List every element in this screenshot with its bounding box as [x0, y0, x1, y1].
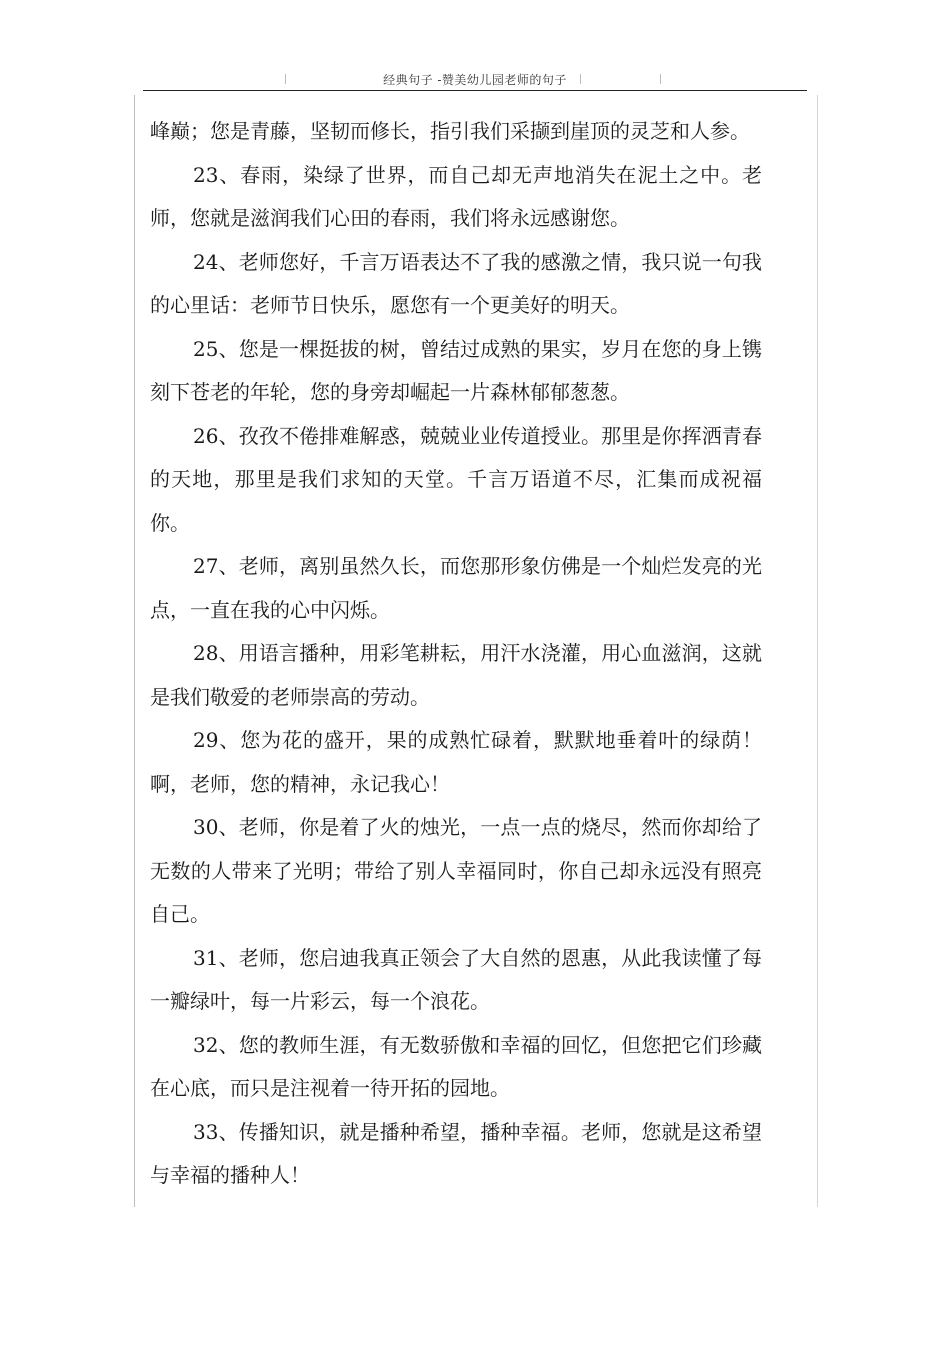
header-title: 经典句子 -赞美幼儿园老师的句子	[383, 73, 567, 87]
paragraph: 31、老师，您启迪我真正领会了大自然的恩惠，从此我读懂了每一瓣绿叶，每一片彩云，每一个浪花。	[150, 945, 762, 1013]
paragraph: 32、您的教师生涯，有无数骄傲和幸福的回忆，但您把它们珍藏在心底，而只是注视着一待开拓的园地。	[150, 1032, 762, 1100]
paragraph: 25、您是一棵挺拔的树，曾结过成熟的果实，岁月在您的身上镌刻下苍老的年轮，您的身旁却崛起一片森林郁郁葱葱。	[150, 336, 762, 404]
paragraph: 峰巅；您是青藤，坚韧而修长，指引我们采撷到崖顶的灵芝和人参。	[150, 119, 750, 143]
document-body	[150, 110, 762, 1198]
paragraph: 28、用语言播种，用彩笔耕耘，用汗水浇灌，用心血滋润，这就是我们敬爱的老师崇高的劳动。	[150, 641, 762, 709]
paragraph: 24、老师您好，千言万语表达不了我的感激之情，我只说一句我的心里话：老师节日快乐，愿您有一个更美好的明天。	[150, 249, 762, 317]
paragraph: 33、传播知识，就是播种希望，播种幸福。老师，您就是这希望与幸福的播种人！	[150, 1119, 762, 1187]
paragraph: 26、孜孜不倦排难解惑，兢兢业业传道授业。那里是你挥洒青春的天地，那里是我们求知的天堂。千言万语道不尽，汇集而成祝福你。	[150, 423, 762, 535]
page-header	[143, 66, 807, 91]
paragraph: 27、老师，离别虽然久长，而您那形象仿佛是一个灿烂发亮的光点，一直在我的心中闪烁。	[150, 554, 762, 622]
header-tick-right	[660, 74, 661, 84]
paragraph: 30、老师，你是着了火的烛光，一点一点的烧尽，然而你却给了无数的人带来了光明；带给了别人幸福同时，你自己却永远没有照亮自己。	[150, 815, 762, 926]
header-tick-middle	[580, 74, 581, 84]
paragraph: 23、春雨，染绿了世界，而自己却无声地消失在泥土之中。老师，您就是滋润我们心田的春雨，我们将永远感谢您。	[150, 162, 762, 230]
paragraph: 29、您为花的盛开，果的成熟忙碌着，默默地垂着叶的绿荫！啊，老师，您的精神，永记我心！	[150, 728, 762, 796]
